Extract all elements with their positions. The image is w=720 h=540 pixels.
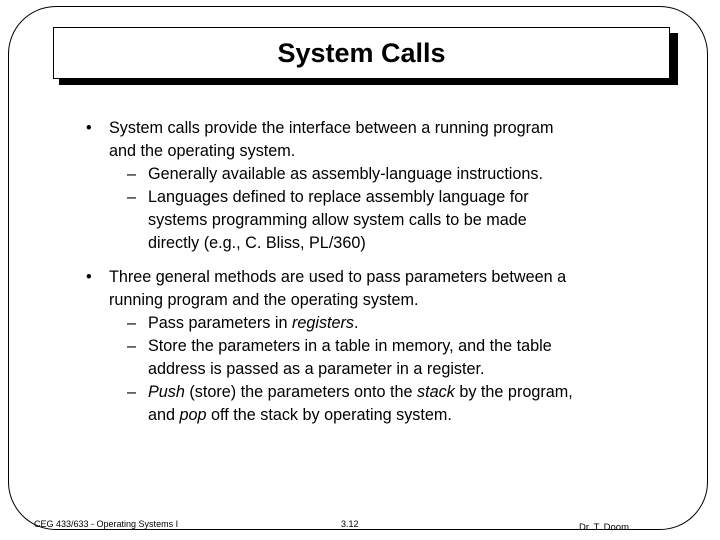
sub-bullet-text — [125, 312, 686, 335]
sub-bullet-text-line: address is passed as a parameter in a register. — [148, 360, 485, 378]
bullet-item — [86, 266, 686, 427]
emphasis-text: registers — [291, 314, 355, 332]
bullet-item — [86, 117, 686, 255]
sub-bullet-item — [86, 381, 686, 427]
bullet-symbol: • — [86, 119, 92, 137]
sub-bullet-item — [86, 163, 686, 186]
text-run: Pass parameters in — [148, 314, 292, 332]
sub-bullet-item — [86, 186, 686, 255]
slide-title: System Calls — [277, 37, 446, 68]
slide-content — [86, 117, 686, 427]
sub-bullet-text-line: systems programming allow system calls to be made — [148, 211, 527, 229]
sub-bullet-symbol: – — [127, 165, 137, 183]
sub-bullet-text-line — [148, 404, 686, 427]
emphasis-text: Push — [148, 383, 185, 401]
sub-bullet-symbol: – — [127, 314, 137, 332]
text-run: (store) the parameters onto the — [184, 383, 418, 401]
sub-bullet-text-line — [148, 312, 686, 335]
bullet-text-line: System calls provide the interface between a running program — [109, 119, 554, 137]
sub-bullet-text — [125, 186, 686, 255]
emphasis-text: pop — [179, 406, 207, 424]
sub-bullet-symbol: – — [127, 188, 137, 206]
bullet-text — [109, 117, 686, 163]
title-box — [53, 27, 670, 79]
sub-bullet-text-line: Generally available as assembly-language instructions. — [148, 165, 544, 183]
sub-bullet-symbol: – — [127, 337, 137, 355]
text-run: and — [148, 406, 180, 424]
footer-page-number: 3.12 — [341, 519, 359, 529]
bullet-text-line: Three general methods are used to pass parameters between a — [109, 268, 567, 286]
emphasis-text: stack — [417, 383, 455, 401]
text-run: . — [354, 314, 359, 332]
text-run: off the stack by operating system. — [206, 406, 452, 424]
sub-bullet-symbol: – — [127, 383, 137, 401]
sub-bullet-text-line — [148, 381, 686, 404]
footer-author: Dr. T. Doom — [579, 522, 629, 533]
sub-bullet-text — [125, 163, 686, 186]
sub-bullet-text — [125, 381, 686, 427]
sub-bullet-text-line: Languages defined to replace assembly language for — [148, 188, 529, 206]
bullet-text-line: and the operating system. — [109, 142, 296, 160]
bullet-text-line: running program and the operating system. — [109, 291, 419, 309]
sub-bullet-text-line: directly (e.g., C. Bliss, PL/360) — [148, 234, 366, 252]
sub-bullet-item — [86, 335, 686, 381]
sub-bullet-item — [86, 312, 686, 335]
text-run: by the program, — [454, 383, 573, 401]
sub-bullet-text-line: Store the parameters in a table in memory, and the table — [148, 337, 552, 355]
sub-bullet-text — [125, 335, 686, 381]
bullet-symbol: • — [86, 268, 92, 286]
bullet-text — [109, 266, 686, 312]
footer-course: CEG 433/633 - Operating Systems I — [34, 519, 179, 529]
